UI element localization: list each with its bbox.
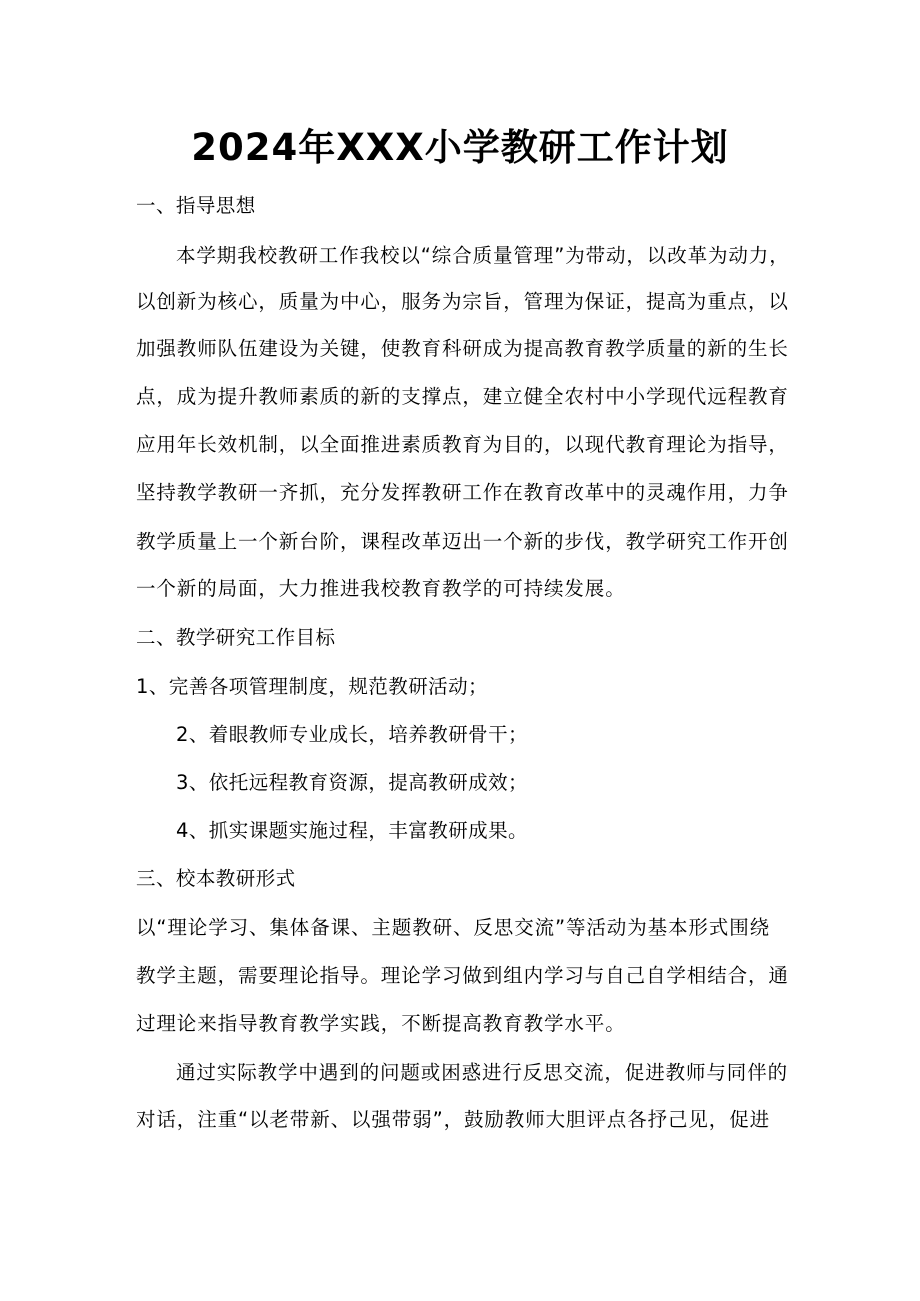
list-item: 1、完善各项管理制度，规范教研活动； (136, 675, 489, 698)
section-heading: 二、教学研究工作目标 (136, 626, 336, 649)
paragraph-line: 对话，注重“以老带新、以强带弱”，鼓励教师大胆评点各抒己见，促进 (136, 1108, 771, 1131)
section-heading: 三、校本教研形式 (136, 867, 296, 890)
list-item: 3、依托远程教育资源，提高教研成效； (176, 771, 529, 794)
paragraph-line: 本学期我校教研工作我校以“综合质量管理”为带动，以改革为动力， (176, 244, 790, 267)
paragraph-line: 一个新的局面，大力推进我校教育教学的可持续发展。 (136, 577, 626, 600)
paragraph-line: 坚持教学教研一齐抓，充分发挥教研工作在教育改革中的灵魂作用，力争 (136, 481, 789, 504)
list-item: 2、着眼教师专业成长，培养教研骨干； (176, 723, 529, 746)
paragraph-line: 通过实际教学中遇到的问题或困惑进行反思交流，促进教师与同伴的 (176, 1061, 789, 1084)
paragraph-line: 过理论来指导教育教学实践，不断提高教育教学水平。 (136, 1012, 626, 1035)
paragraph-line: 以“理论学习、集体备课、主题教研、反思交流”等活动为基本形式围绕 (136, 916, 771, 939)
paragraph-line: 点，成为提升教师素质的新的支撑点，建立健全农村中小学现代远程教育 (136, 385, 789, 408)
paragraph-line: 教学主题，需要理论指导。理论学习做到组内学习与自己自学相结合，通 (136, 964, 789, 987)
paragraph-line: 教学质量上一个新台阶，课程改革迈出一个新的步伐，教学研究工作开创 (136, 530, 789, 553)
paragraph-line: 应用年长效机制，以全面推进素质教育为目的，以现代教育理论为指导， (136, 433, 789, 456)
document-title: 2024年XXX小学教研工作计划 (191, 126, 729, 169)
section-heading: 一、指导思想 (136, 194, 256, 217)
paragraph-line: 以创新为核心，质量为中心，服务为宗旨，管理为保证，提高为重点，以 (136, 290, 789, 313)
paragraph-line: 加强教师队伍建设为关键，使教育科研成为提高教育教学质量的新的生长 (136, 337, 789, 360)
list-item: 4、抓实课题实施过程，丰富教研成果。 (176, 819, 529, 842)
